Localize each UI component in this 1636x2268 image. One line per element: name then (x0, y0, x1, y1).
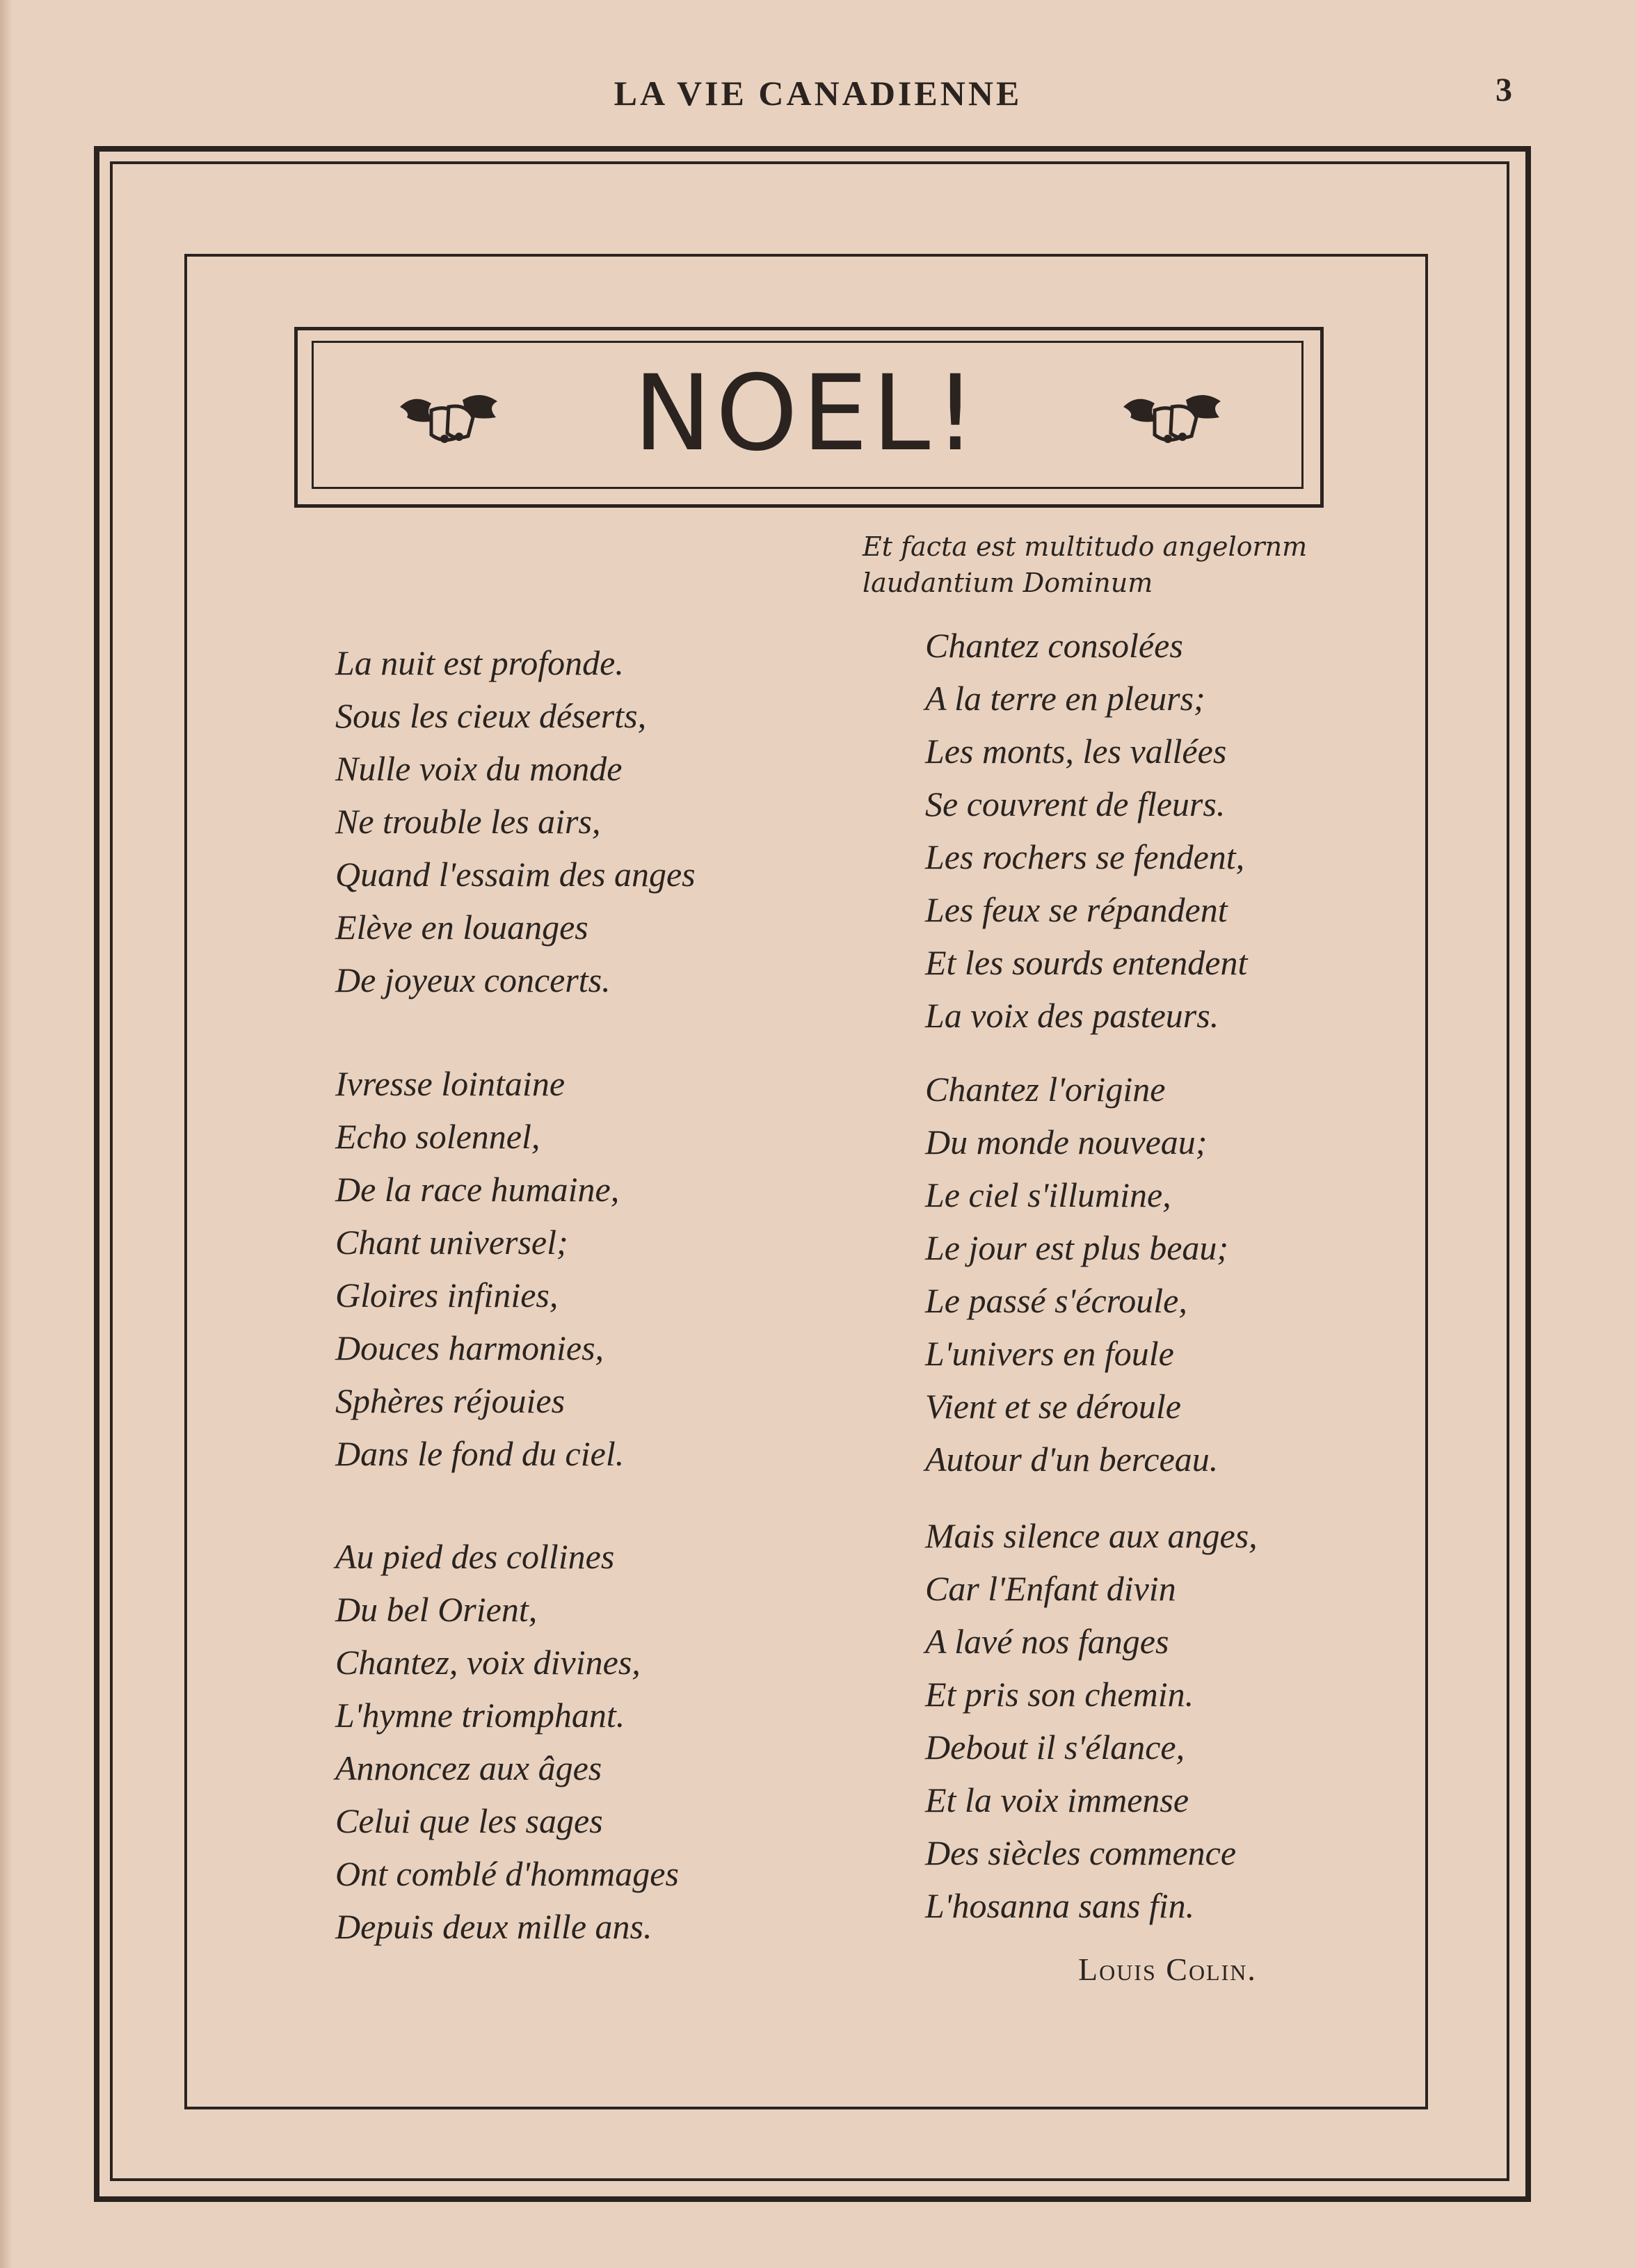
verse-line: Chantez, voix divines, (335, 1643, 641, 1682)
verse-line: Nulle voix du monde (335, 749, 623, 788)
verse-line: Le passé s'écroule, (925, 1281, 1187, 1320)
stanza-5 (925, 1063, 1228, 1486)
verse-line: Elève en louanges (335, 908, 588, 947)
verse-line: Sphères réjouies (335, 1381, 566, 1420)
verse-line: Du monde nouveau; (925, 1123, 1208, 1161)
verse-line: A la terre en pleurs; (925, 679, 1205, 718)
verse-line: Se couvrent de fleurs. (925, 785, 1226, 823)
verse-line: Dans le fond du ciel. (335, 1434, 625, 1473)
verse-line: Autour d'un berceau. (925, 1440, 1219, 1479)
verse-line: De la race humaine, (335, 1170, 620, 1209)
poem-title: NOEL! (633, 353, 981, 474)
page-number: 3 (1495, 72, 1512, 108)
stanza-1 (335, 636, 696, 1006)
verse-line: Quand l'essaim des anges (335, 855, 696, 894)
verse-line: L'hymne triomphant. (335, 1696, 625, 1735)
verse-line: Au pied des collines (335, 1537, 615, 1576)
verse-line: Des siècles commence (925, 1833, 1237, 1872)
epigraph (863, 529, 1349, 601)
author-signature: Louis Colin. (1078, 1952, 1257, 1987)
stanza-3 (335, 1530, 679, 1953)
verse-line: Ivresse lointaine (335, 1064, 566, 1103)
verse-line: L'univers en foule (925, 1334, 1174, 1373)
verse-line: Et les sourds entendent (925, 943, 1248, 982)
stanza-4 (925, 619, 1247, 1042)
verse-line: L'hosanna sans fin. (925, 1886, 1195, 1925)
verse-line: Douces harmonies, (335, 1328, 604, 1367)
verse-line: Et pris son chemin. (925, 1675, 1194, 1714)
verse-line: Chantez consolées (925, 626, 1183, 665)
verse-line: Sous les cieux déserts, (335, 696, 647, 735)
verse-line: De joyeux concerts. (335, 960, 611, 999)
verse-line: Vient et se déroule (925, 1387, 1181, 1426)
verse-line: La voix des pasteurs. (925, 996, 1219, 1035)
verse-line: Les rochers se fendent, (925, 837, 1245, 876)
verse-line: Gloires infinies, (335, 1276, 559, 1314)
verse-line: Annoncez aux âges (335, 1748, 602, 1787)
verse-line: La nuit est profonde. (335, 643, 624, 682)
running-title: LA VIE CANADIENNE (614, 74, 1023, 113)
verse-line: Debout il s'élance, (925, 1728, 1185, 1767)
verse-line: A lavé nos fanges (925, 1622, 1169, 1661)
stanza-2 (335, 1057, 624, 1480)
epigraph-line: laudantium Dominum (863, 568, 1153, 598)
verse-line: Chant universel; (335, 1223, 568, 1262)
verse-line: Car l'Enfant divin (925, 1569, 1176, 1608)
verse-line: Les feux se répandent (925, 890, 1228, 929)
verse-line: Et la voix immense (925, 1780, 1189, 1819)
verse-line: Chantez l'origine (925, 1070, 1166, 1109)
verse-line: Echo solennel, (335, 1117, 540, 1156)
stanza-6 (925, 1509, 1258, 1932)
verse-line: Ne trouble les airs, (335, 802, 601, 841)
verse-line: Mais silence aux anges, (925, 1516, 1258, 1555)
verse-line: Celui que les sages (335, 1801, 603, 1840)
epigraph-line: Et facta est multitudo angelornm (863, 531, 1308, 562)
verse-line: Le jour est plus beau; (925, 1228, 1229, 1267)
verse-line: Ont comblé d'hommages (335, 1854, 679, 1893)
verse-line: Les monts, les vallées (925, 732, 1227, 771)
verse-line: Depuis deux mille ans. (335, 1907, 652, 1946)
paper-edge (0, 0, 13, 2268)
verse-line: Du bel Orient, (335, 1590, 538, 1629)
verse-line: Le ciel s'illumine, (925, 1175, 1171, 1214)
